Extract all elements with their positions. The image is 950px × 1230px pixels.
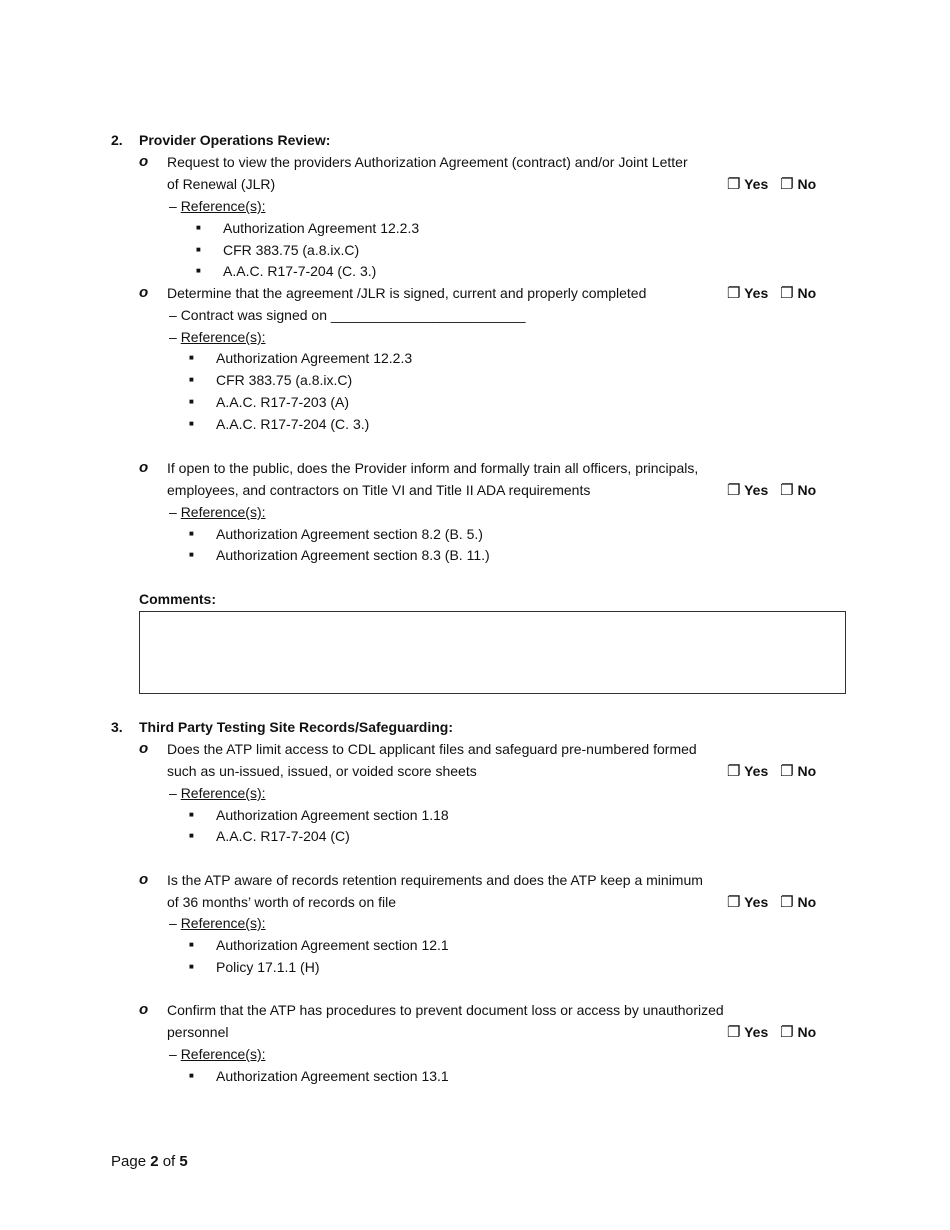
reference-label: Reference(s): [180, 198, 266, 214]
no-checkbox[interactable]: ❐ [780, 894, 794, 911]
reference-item: Policy 17.1.1 (H) [216, 959, 320, 975]
yes-checkbox[interactable]: ❐ [727, 285, 741, 302]
yes-no-choice [727, 1023, 816, 1042]
contract-signed-field[interactable]: Contract was signed on _________________________ [180, 307, 526, 323]
reference-label: Reference(s): [180, 915, 266, 931]
section-number: 3. [111, 719, 123, 735]
no-label: No [797, 176, 817, 192]
square-bullet: ■ [189, 1071, 194, 1080]
dash-bullet: – [169, 504, 177, 520]
reference-label: Reference(s): [180, 785, 266, 801]
section-number: 2. [111, 132, 123, 148]
item-text-line: Confirm that the ATP has procedures to prevent document loss or access by unauthorized [167, 1002, 724, 1018]
reference-label: Reference(s): [180, 329, 266, 345]
no-label: No [797, 763, 817, 779]
item-text-line: personnel [167, 1024, 229, 1040]
yes-checkbox[interactable]: ❐ [727, 894, 741, 911]
square-bullet: ■ [196, 245, 201, 254]
item-text-line: such as un-issued, issued, or voided score sheets [167, 763, 477, 779]
no-checkbox[interactable]: ❐ [780, 285, 794, 302]
item-text-line: If open to the public, does the Provider inform and formally train all officers, principals, [167, 460, 699, 476]
yes-no-choice [727, 284, 816, 303]
reference-item: Authorization Agreement section 8.3 (B. 11.) [216, 547, 490, 563]
reference-label: Reference(s): [180, 1046, 266, 1062]
item-text-line: of 36 months’ worth of records on file [167, 894, 397, 910]
page-current: 2 [150, 1153, 159, 1170]
reference-item: Authorization Agreement section 12.1 [216, 937, 449, 953]
item-text-line: Request to view the providers Authorization Agreement (contract) and/or Joint Letter [167, 154, 688, 170]
section-heading: Third Party Testing Site Records/Safeguarding: [139, 719, 454, 735]
reference-line [169, 784, 266, 802]
reference-item: Authorization Agreement 12.2.3 [223, 220, 420, 236]
reference-item: Authorization Agreement section 8.2 (B. 5.) [216, 526, 483, 542]
reference-line [169, 1045, 266, 1063]
item-bullet: o [139, 740, 149, 757]
yes-label: Yes [744, 482, 769, 498]
reference-item: A.A.C. R17-7-204 (C. 3.) [223, 263, 377, 279]
no-checkbox[interactable]: ❐ [780, 763, 794, 780]
yes-checkbox[interactable]: ❐ [727, 176, 741, 193]
yes-label: Yes [744, 285, 769, 301]
item-text-line: employees, and contractors on Title VI and Title II ADA requirements [167, 482, 591, 498]
square-bullet: ■ [189, 831, 194, 840]
yes-no-choice [727, 175, 816, 194]
yes-checkbox[interactable]: ❐ [727, 763, 741, 780]
comments-label: Comments: [139, 591, 217, 607]
square-bullet: ■ [189, 529, 194, 538]
yes-no-choice [727, 762, 816, 781]
no-checkbox[interactable]: ❐ [780, 482, 794, 499]
square-bullet: ■ [189, 810, 194, 819]
item-text-line: Determine that the agreement /JLR is signed, current and properly completed [167, 285, 647, 301]
yes-label: Yes [744, 176, 769, 192]
square-bullet: ■ [196, 223, 201, 232]
no-checkbox[interactable]: ❐ [780, 176, 794, 193]
page-total: 5 [179, 1153, 188, 1170]
dash-bullet: – [169, 198, 177, 214]
yes-no-choice [727, 893, 816, 912]
comments-box[interactable] [139, 611, 846, 694]
square-bullet: ■ [189, 397, 194, 406]
item-text-line: of Renewal (JLR) [167, 176, 276, 192]
yes-no-choice [727, 481, 816, 500]
square-bullet: ■ [189, 375, 194, 384]
square-bullet: ■ [189, 353, 194, 362]
square-bullet: ■ [189, 962, 194, 971]
item-bullet: o [139, 153, 149, 170]
reference-line [169, 328, 266, 346]
item-text-line: Is the ATP aware of records retention requirements and does the ATP keep a minimum [167, 872, 703, 888]
no-label: No [797, 894, 817, 910]
reference-line [169, 503, 266, 521]
reference-line [169, 197, 266, 215]
no-label: No [797, 482, 817, 498]
dash-bullet: – [169, 329, 177, 345]
item-bullet: o [139, 1001, 149, 1018]
no-checkbox[interactable]: ❐ [780, 1024, 794, 1041]
dash-bullet: – [169, 915, 177, 931]
yes-checkbox[interactable]: ❐ [727, 1024, 741, 1041]
square-bullet: ■ [189, 940, 194, 949]
page-number [111, 1153, 188, 1171]
no-label: No [797, 1024, 817, 1040]
square-bullet: ■ [189, 550, 194, 559]
contract-signed-line [169, 306, 526, 324]
reference-item: A.A.C. R17-7-204 (C. 3.) [216, 416, 370, 432]
reference-item: A.A.C. R17-7-204 (C) [216, 828, 350, 844]
reference-line [169, 914, 266, 932]
reference-item: CFR 383.75 (a.8.ix.C) [216, 372, 353, 388]
reference-item: CFR 383.75 (a.8.ix.C) [223, 242, 360, 258]
item-bullet: o [139, 459, 149, 476]
reference-item: Authorization Agreement section 13.1 [216, 1068, 449, 1084]
page-middle: of [158, 1153, 180, 1170]
dash-bullet: – [169, 307, 177, 323]
yes-label: Yes [744, 763, 769, 779]
square-bullet: ■ [196, 266, 201, 275]
reference-item: A.A.C. R17-7-203 (A) [216, 394, 350, 410]
section-heading: Provider Operations Review: [139, 132, 331, 148]
reference-label: Reference(s): [180, 504, 266, 520]
square-bullet: ■ [189, 419, 194, 428]
reference-item: Authorization Agreement section 1.18 [216, 807, 449, 823]
yes-label: Yes [744, 894, 769, 910]
yes-checkbox[interactable]: ❐ [727, 482, 741, 499]
dash-bullet: – [169, 785, 177, 801]
item-bullet: o [139, 284, 149, 301]
yes-label: Yes [744, 1024, 769, 1040]
no-label: No [797, 285, 817, 301]
item-text-line: Does the ATP limit access to CDL applicant files and safeguard pre-numbered formed [167, 741, 697, 757]
dash-bullet: – [169, 1046, 177, 1062]
page-prefix: Page [111, 1153, 151, 1170]
reference-item: Authorization Agreement 12.2.3 [216, 350, 413, 366]
item-bullet: o [139, 871, 149, 888]
